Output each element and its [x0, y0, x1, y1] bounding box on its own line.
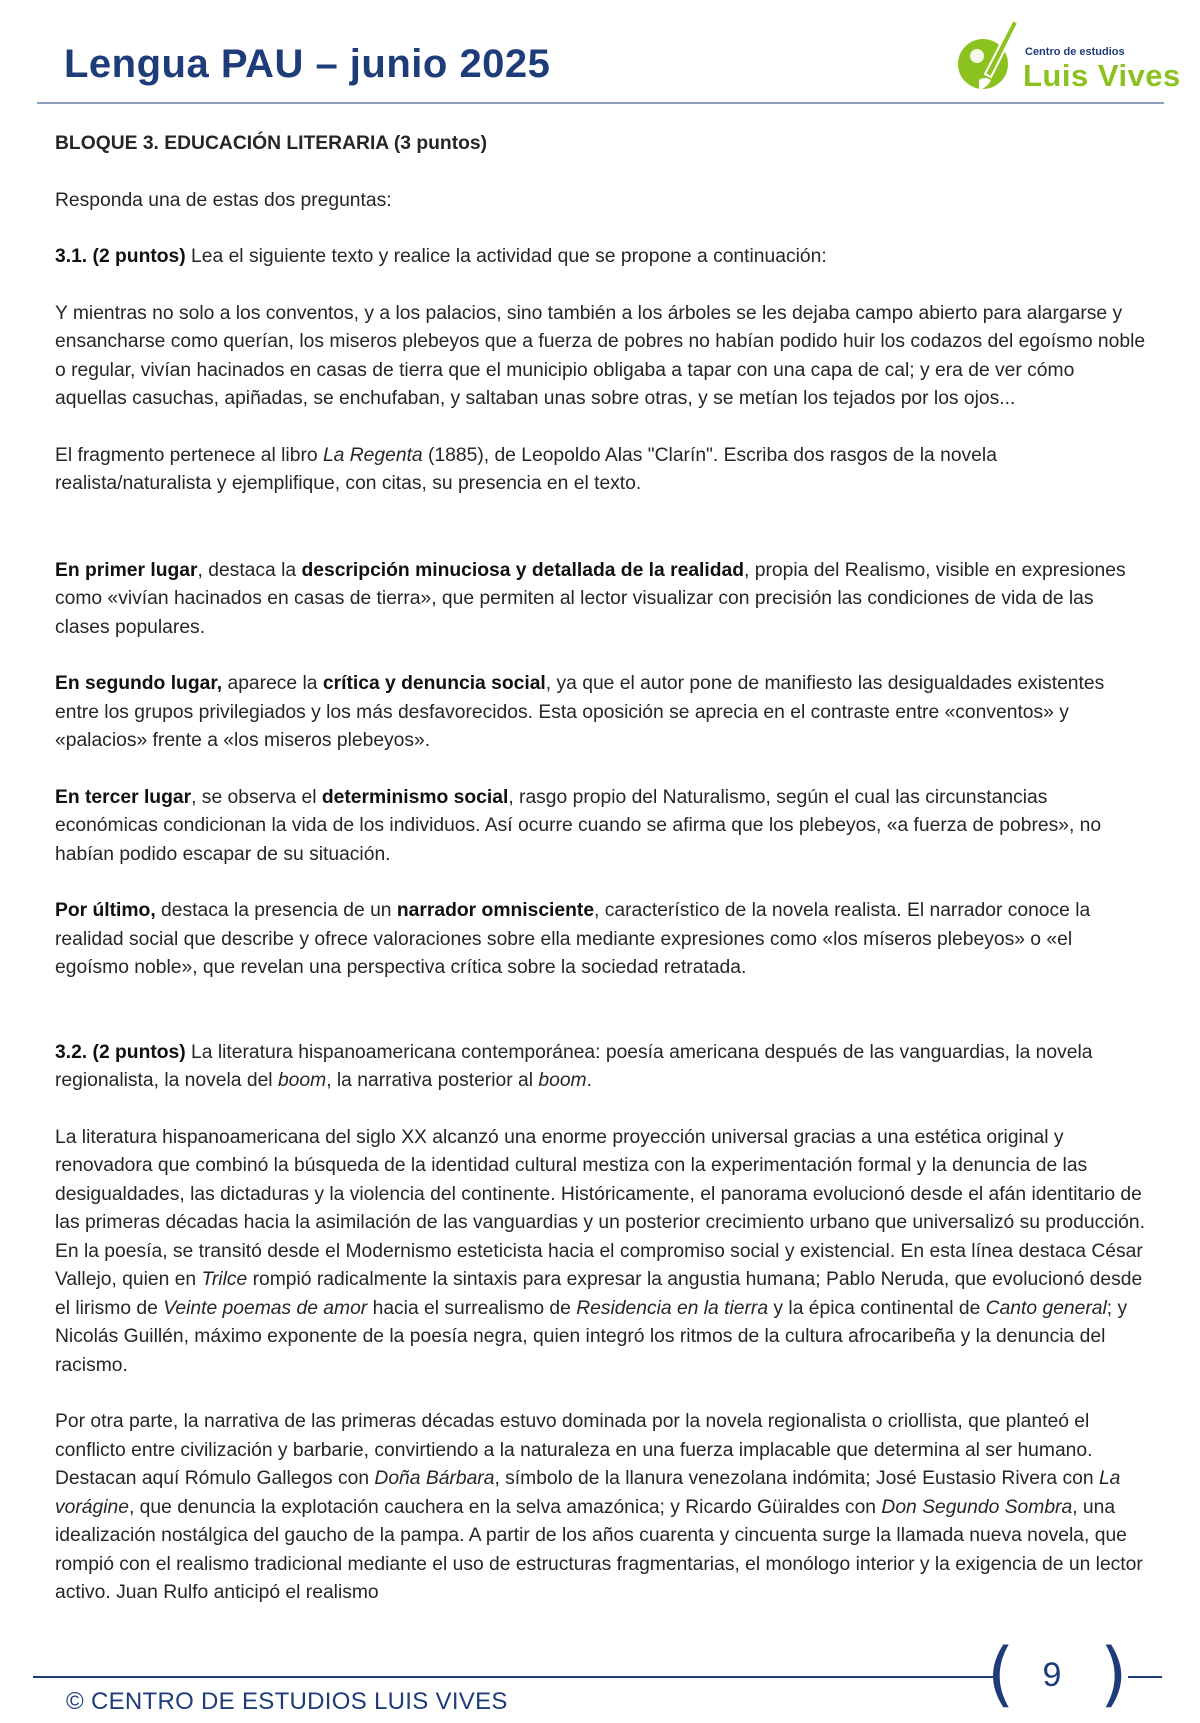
essay-text: y la épica continental de: [768, 1297, 986, 1319]
italic-term: boom: [538, 1070, 587, 1091]
section-title: BLOQUE 3. EDUCACIÓN LITERARIA (3 puntos): [55, 133, 488, 154]
paragraph-lead: En tercer lugar: [55, 786, 192, 808]
work-title: Veinte poemas de amor: [163, 1297, 368, 1319]
answer-paragraph-3: [55, 784, 1150, 870]
question-text: , la narrativa posterior al: [326, 1070, 539, 1091]
question-label: 3.1. (2 puntos): [55, 246, 186, 267]
task-text: (1885), de Leopoldo Alas "Clarín". Escriba dos rasgos de la novela realista/naturalista y ejemplifique, con citas, su presencia en el texto.: [55, 444, 997, 494]
literary-excerpt: Y mientras no solo a los conventos, y a los palacios, sino también a los árboles se les dejaba campo abierto para alargarse y ensancharse como querían, los miseros plebeyos que a fuerza de pobres no habían podido huir los codazos del egoísmo noble o regular, vivían hacinados en casas de tierra que el municipio obligaba a tapar con una capa de cal; y era de ver cómo aquellas casuchas, apiñadas, se enchufaban, y saltaban unas sobre otras, y se metían los tejados por los ojos...: [55, 302, 1146, 409]
key-concept: determinismo social: [321, 786, 509, 808]
essay-text: , que denuncia la explotación cauchera en la selva amazónica; y Ricardo Güiraldes con: [128, 1496, 882, 1518]
essay-text: hacia el surrealismo de: [367, 1297, 577, 1319]
document-title: Lengua PAU – junio 2025: [64, 42, 551, 86]
paragraph-text: , ya que el autor pone de manifiesto las desigualdades existentes entre los grupos privilegiados y los más desfavorecidos. Esta oposición se aprecia en el contraste entre «conventos» y «palacios» frente a «los miseros plebeyos».: [55, 673, 1105, 751]
logo-subtitle: Centro de estudios: [1025, 46, 1125, 58]
work-title: La vorágine: [55, 1468, 1121, 1518]
footer-divider-right: [1128, 1676, 1162, 1678]
footer-copyright: © CENTRO DE ESTUDIOS LUIS VIVES: [66, 1688, 508, 1715]
paragraph-text: , se observa el: [191, 786, 322, 808]
page-header: [0, 0, 1200, 110]
work-title: Canto general: [985, 1297, 1107, 1319]
task-statement: [55, 442, 1150, 499]
footer-divider-left: [33, 1676, 993, 1678]
page-body: [55, 130, 1150, 1608]
left-brace-ornament: (: [987, 1633, 1015, 1715]
essay-text: ; y Nicolás Guillén, máximo exponente de la poesía negra, quien integró los ritmos de la cultura afrocaribeña y la denuncia del racismo.: [55, 1297, 1128, 1376]
essay-paragraph-1: [55, 1124, 1150, 1381]
question-3-1: [55, 243, 1150, 272]
paragraph-text: , destaca la: [197, 559, 302, 581]
key-concept: descripción minuciosa y detallada de la realidad: [301, 559, 745, 581]
page-number: 9: [1042, 1656, 1062, 1694]
question-text: La literatura hispanoamericana contemporánea: poesía americana después de las vanguardias, la novela regionalista, la novela del: [55, 1041, 1093, 1091]
essay-text: , símbolo de la llanura venezolana indómita; José Eustasio Rivera con: [494, 1468, 1099, 1489]
paragraph-text: destaca la presencia de un: [155, 900, 397, 921]
paragraph-text: , rasgo propio del Naturalismo, según el cual las circunstancias económicas condicionan la vida de los individuos. Así ocurre cuando se afirma que los plebeyos, «a fuerza de pobres», no habían podido escapar de su situación.: [55, 786, 1102, 865]
key-concept: narrador omnisciente: [396, 900, 595, 921]
instruction: Responda una de estas dos preguntas:: [55, 189, 392, 211]
question-3-2: [55, 1039, 1150, 1096]
answer-paragraph-2: [55, 670, 1150, 756]
answer-paragraph-1: [55, 557, 1150, 643]
paragraph-text: aparece la: [222, 673, 323, 694]
paragraph-lead: En primer lugar: [55, 559, 198, 581]
header-divider: [37, 102, 1164, 104]
essay-paragraph-2: [55, 1408, 1150, 1608]
answer-paragraph-4: [55, 897, 1150, 983]
right-brace-ornament: ): [1100, 1633, 1128, 1715]
italic-term: boom: [277, 1070, 327, 1091]
work-title: Trilce: [201, 1269, 248, 1290]
work-title: Doña Bárbara: [374, 1468, 495, 1489]
work-title: Residencia en la tierra: [576, 1297, 769, 1319]
question-text: .: [586, 1070, 592, 1091]
luis-vives-logo: [955, 14, 1181, 100]
essay-text: La literatura hispanoamericana del siglo XX alcanzó una enorme proyección universal gracias a una estética original y renovadora que combinó la búsqueda de la identidad cultural mestiza con la experimentación formal y la denuncia de las desigualdades, las dictaduras y la violencia del continente. Históricamente, el panorama evolucionó desde el afán identitario de las primeras décadas hacia la asimilación de las vanguardias y un posterior crecimiento urbano que universalizó su producción. En la poesía, se transitó desde el Modernismo esteticista hacia el compromiso social y existencial. En esta línea destaca César Vallejo, quien en: [55, 1126, 1145, 1290]
book-title: La Regenta: [322, 444, 423, 466]
paragraph-text: , característico de la novela realista. El narrador conoce la realidad social que describe y ofrece valoraciones sobre ella mediante expresiones como «los míseros plebeyos» o «el egoísmo noble», que revelan una perspectiva crítica sobre la sociedad retratada.: [55, 900, 1091, 978]
work-title: Don Segundo Sombra: [881, 1496, 1073, 1518]
essay-text: Por otra parte, la narrativa de las primeras décadas estuvo dominada por la novela regionalista o criollista, que planteó el conflicto entre civilización y barbarie, convirtiendo a la naturaleza en una fuerza implacable que determina al ser humano. Destacan aquí Rómulo Gallegos con: [55, 1411, 1093, 1489]
essay-text: rompió radicalmente la sintaxis para expresar la angustia humana; Pablo Neruda, que evolucionó desde el lirismo de: [55, 1269, 1143, 1319]
paragraph-lead: Por último,: [55, 900, 156, 921]
essay-text: , una idealización nostálgica del gaucho de la pampa. A partir de los años cuarenta y cincuenta surge la llamada nueva novela, que rompió con el realismo tradicional mediante el uso de estructuras fragmentarias, el monólogo interior y la exigencia de un lector activo. Juan Rulfo anticipó el realismo: [55, 1496, 1143, 1603]
paragraph-text: , propia del Realismo, visible en expresiones como «vivían hacinados en casas de tierra», que permiten al lector visualizar con precisión las condiciones de vida de las clases populares.: [55, 559, 1126, 638]
logo-name: Luis Vives: [1023, 58, 1181, 93]
key-concept: crítica y denuncia social: [322, 673, 546, 694]
paragraph-lead: En segundo lugar,: [55, 673, 223, 694]
task-text: El fragmento pertenece al libro: [55, 444, 323, 466]
question-text: Lea el siguiente texto y realice la actividad que se propone a continuación:: [185, 246, 827, 267]
logo-brush-icon: [955, 14, 1025, 100]
question-label: 3.2. (2 puntos): [55, 1041, 186, 1063]
